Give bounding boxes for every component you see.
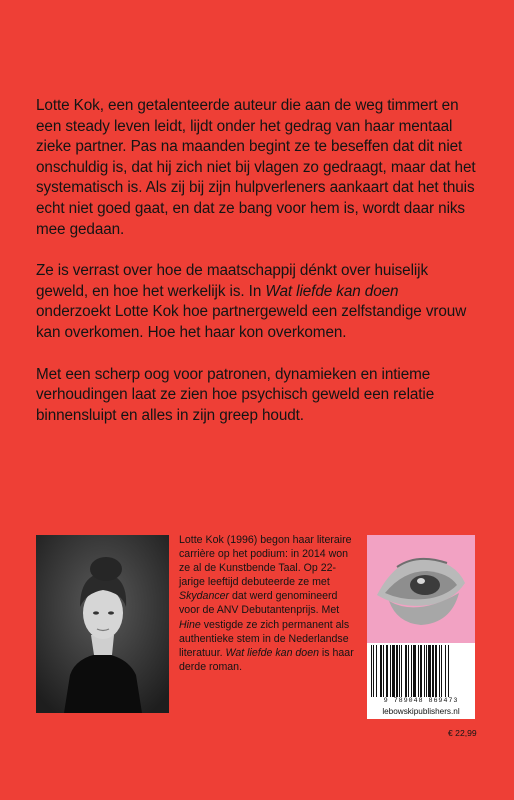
bio-text-2: dat werd genomineerd voor de ANV Debutantenprijs. Met <box>179 590 340 617</box>
bio-text-1: Lotte Kok (1996) begon haar literaire carrière op het podium: in 2014 won ze al de Kunstbende Taal. Op 22-jarige leeftijd debuteerde ze met <box>179 534 352 589</box>
blurb-paragraph-1: Lotte Kok, een getalenteerde auteur die aan de weg timmert en een steady leven leidt, lijdt onder het gedrag van haar mentaal zieke partner. Pas na maanden begint ze te beseffen dat dit niet onschuldig is, dat hij zich niet bij vlagen zo gedraagt, maar dat het systematisch is. Als zij bij zijn hulpverleners aankaart dat het thuis echt niet goed gaat, en dat ze bang voor hem is, wordt daar niks mee gedaan. <box>36 97 476 238</box>
price: € 22,99 <box>448 728 477 738</box>
bio-book-1: Skydancer <box>179 590 230 603</box>
blurb-paragraph-2 <box>36 261 476 343</box>
author-portrait-image <box>36 535 169 713</box>
blurb-p2-text-b: onderzoekt Lotte Kok hoe partnergeweld een zelfstandige vrouw kan overkomen. Hoe het haar kon overkomen. <box>36 303 467 341</box>
isbn-number: 9 789048 869473 <box>383 697 459 705</box>
barcode-panel <box>367 535 475 719</box>
eye-sculpture-image <box>367 535 475 643</box>
blurb-paragraph-3: Met een scherp oog voor patronen, dynamieken en intieme verhoudingen laat ze zien hoe psychisch geweld een relatie binnensluipt en alles in zijn greep houdt. <box>36 365 435 424</box>
bio-book-3: Wat liefde kan doen <box>225 646 319 659</box>
bio-text-4: is haar derde roman. <box>179 646 354 673</box>
author-bio <box>179 533 354 674</box>
barcode <box>371 645 471 697</box>
blurb-book-title: Wat liefde kan doen <box>265 282 399 300</box>
bio-book-2: Hine <box>179 618 201 631</box>
mini-cover <box>367 535 475 643</box>
blurb-p2-text-a: Ze is verrast over hoe de maatschappij dénkt over huiselijk geweld, en hoe het werkelijk is. In <box>36 262 429 300</box>
author-photo <box>36 535 169 713</box>
publisher-url: lebowskipublishers.nl <box>382 707 460 716</box>
bio-text-3: vestigde ze zich permanent als authentieke stem in de Nederlandse literatuur. <box>179 618 350 659</box>
blurb <box>36 96 476 447</box>
